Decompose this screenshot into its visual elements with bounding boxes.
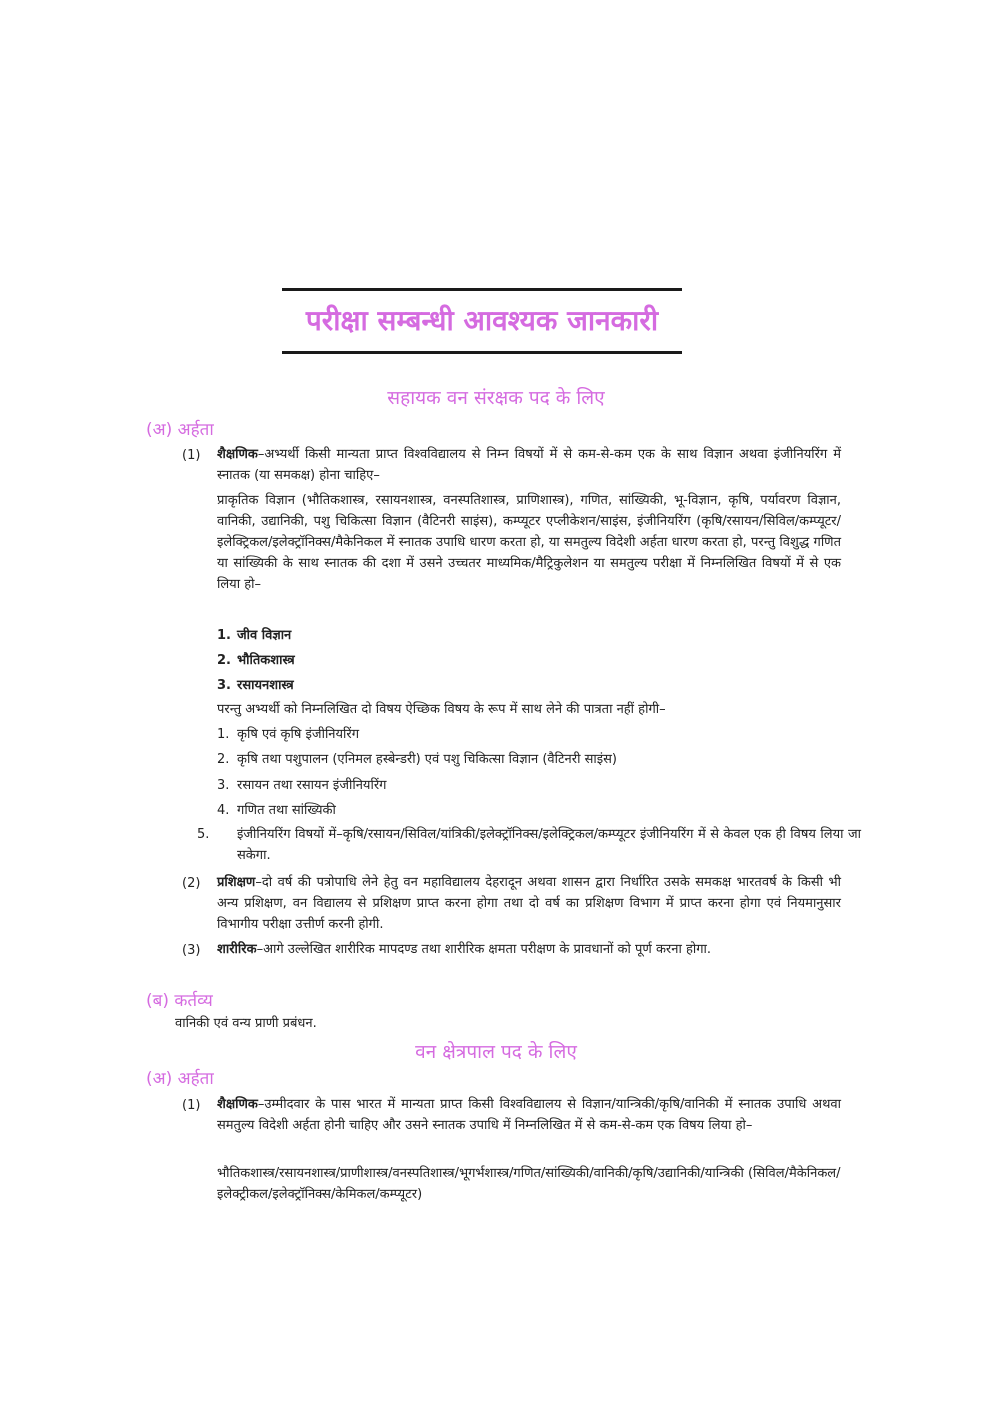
ranger-heading: वन क्षेत्रपाल पद के लिए: [415, 1041, 577, 1063]
acf-duty-text: वानिकी एवं वन्य प्राणी प्रबंधन.: [175, 1016, 317, 1031]
ranger-edu-number: (1): [182, 1098, 201, 1113]
acf-edu-paragraph: [217, 444, 841, 486]
acf-proviso: परन्तु अभ्यर्थी को निम्नलिखित दो विषय ऐच्छिक विषय के रूप में साथ लेने की पात्रता नहीं होगी–: [217, 702, 666, 717]
list-item: 5. इंजीनियरिंग विषयों में–कृषि/रसायन/सिविल/यांत्रिकी/इलेक्ट्रॉनिक्स/इलेक्ट्रिकल/कम्प्यूटर इंजीनियरिंग में से केवल एक ही विषय लिया जा सकेगा.: [197, 827, 861, 863]
ranger-subjects-paragraph: भौतिकशास्त्र/रसायनशास्त्र/प्राणीशास्त्र/वनस्पतिशास्त्र/भूगर्भशास्त्र/गणित/सांख्यिकी/वानिकी/कृषि/उद्यानिकी/यान्त्रिकी (सिविल/मैकेनिकल/इलेक्ट्रीकल/इलेक्ट्रॉनिक्स/केमिकल/कम्प्यूटर): [217, 1166, 841, 1202]
page-title-box: [282, 288, 682, 354]
ranger-eligibility-heading: (अ) अर्हता: [146, 1069, 214, 1089]
acf-physical-text: –आगे उल्लेखित शारीरिक मापदण्ड तथा शारीरिक क्षमता परीक्षण के प्रावधानों को पूर्ण करना होगा.: [256, 942, 712, 957]
page-title: परीक्षा सम्बन्धी आवश्यक जानकारी: [305, 304, 659, 337]
list-item: 1. जीव विज्ञान: [217, 628, 292, 643]
acf-edu-text: –अभ्यर्थी किसी मान्यता प्राप्त विश्वविद्यालय से निम्न विषयों में से कम-से-कम एक के साथ विज्ञान अथवा इंजीनियरिंग में स्नातक (या समकक्ष) होना चाहिए–: [217, 447, 841, 483]
acf-edu-number: (1): [182, 448, 201, 463]
acf-physical-number: (3): [182, 943, 201, 958]
acf-training-label: प्रशिक्षण: [217, 875, 256, 890]
list-item: 4. गणित तथा सांख्यिकी: [217, 803, 336, 818]
acf-training-paragraph: [217, 872, 841, 935]
acf-physical-label: शारीरिक: [217, 942, 257, 957]
list-item: 2. भौतिकशास्त्र: [217, 653, 295, 668]
ranger-edu-label: शैक्षणिक: [217, 1097, 258, 1112]
list-item: 2. कृषि तथा पशुपालन (एनिमल हस्बेन्डरी) एवं पशु चिकित्सा विज्ञान (वैटिनरी साइंस): [217, 752, 617, 767]
list-item: 1. कृषि एवं कृषि इंजीनियरिंग: [217, 727, 360, 742]
acf-training-text: –दो वर्ष की पत्रोपाधि लेने हेतु वन महाविद्यालय देहरादून अथवा शासन द्वारा निर्धारित उसके समकक्ष भारतवर्ष के किसी भी अन्य प्रशिक्षण, वन विद्यालय से प्रशिक्षण प्राप्त करना होगा तथा दो वर्ष का प्रशिक्षण विभाग में प्राप्त करना होगा एवं नियमानुसार विभागीय परीक्षा उत्तीर्ण करनी होगी.: [217, 875, 841, 932]
list-item: 3. रसायनशास्त्र: [217, 678, 294, 693]
acf-eligibility-heading: (अ) अर्हता: [146, 420, 214, 440]
acf-edu-label: शैक्षणिक: [217, 447, 258, 462]
acf-heading: सहायक वन संरक्षक पद के लिए: [387, 387, 605, 409]
acf-duty-heading: (ब) कर्तव्य: [146, 991, 213, 1011]
acf-subjects-paragraph: प्राकृतिक विज्ञान (भौतिकशास्त्र, रसायनशास्त्र, वनस्पतिशास्त्र, प्राणिशास्त्र), गणित, सांख्यिकी, भू-विज्ञान, कृषि, पर्यावरण विज्ञान, वानिकी, उद्यानिकी, पशु चिकित्सा विज्ञान (वैटिनरी साइंस), कम्प्यूटर एप्लीकेशन/साइंस, इंजीनियरिंग (कृषि/रसायन/सिविल/कम्प्यूटर/इलेक्ट्रिकल/इलेक्ट्रॉनिक्स/मैकेनिकल में स्नातक उपाधि धारण करता हो, या समतुल्य विदेशी अर्हता धारण करता हो, परन्तु विशुद्ध गणित या सांख्यिकी के साथ स्नातक की दशा में उसने उच्चतर माध्यमिक/मैट्रिकुलेशन या समतुल्य परीक्षा में निम्नलिखित विषयों में से एक लिया हो–: [217, 493, 841, 592]
acf-training-number: (2): [182, 876, 201, 891]
ranger-edu-text: –उम्मीदवार के पास भारत में मान्यता प्राप्त किसी विश्वविद्यालय से विज्ञान/यान्त्रिकी/कृषि/वानिकी में स्नातक उपाधि अथवा समतुल्य विदेशी अर्हता होनी चाहिए और उसने स्नातक उपाधि में निम्नलिखित में से कम-से-कम एक विषय लिया हो–: [217, 1097, 841, 1133]
ranger-edu-paragraph: [217, 1094, 841, 1136]
acf-physical-paragraph: [217, 939, 841, 960]
list-item: 3. रसायन तथा रसायन इंजीनियरिंग: [217, 778, 387, 793]
